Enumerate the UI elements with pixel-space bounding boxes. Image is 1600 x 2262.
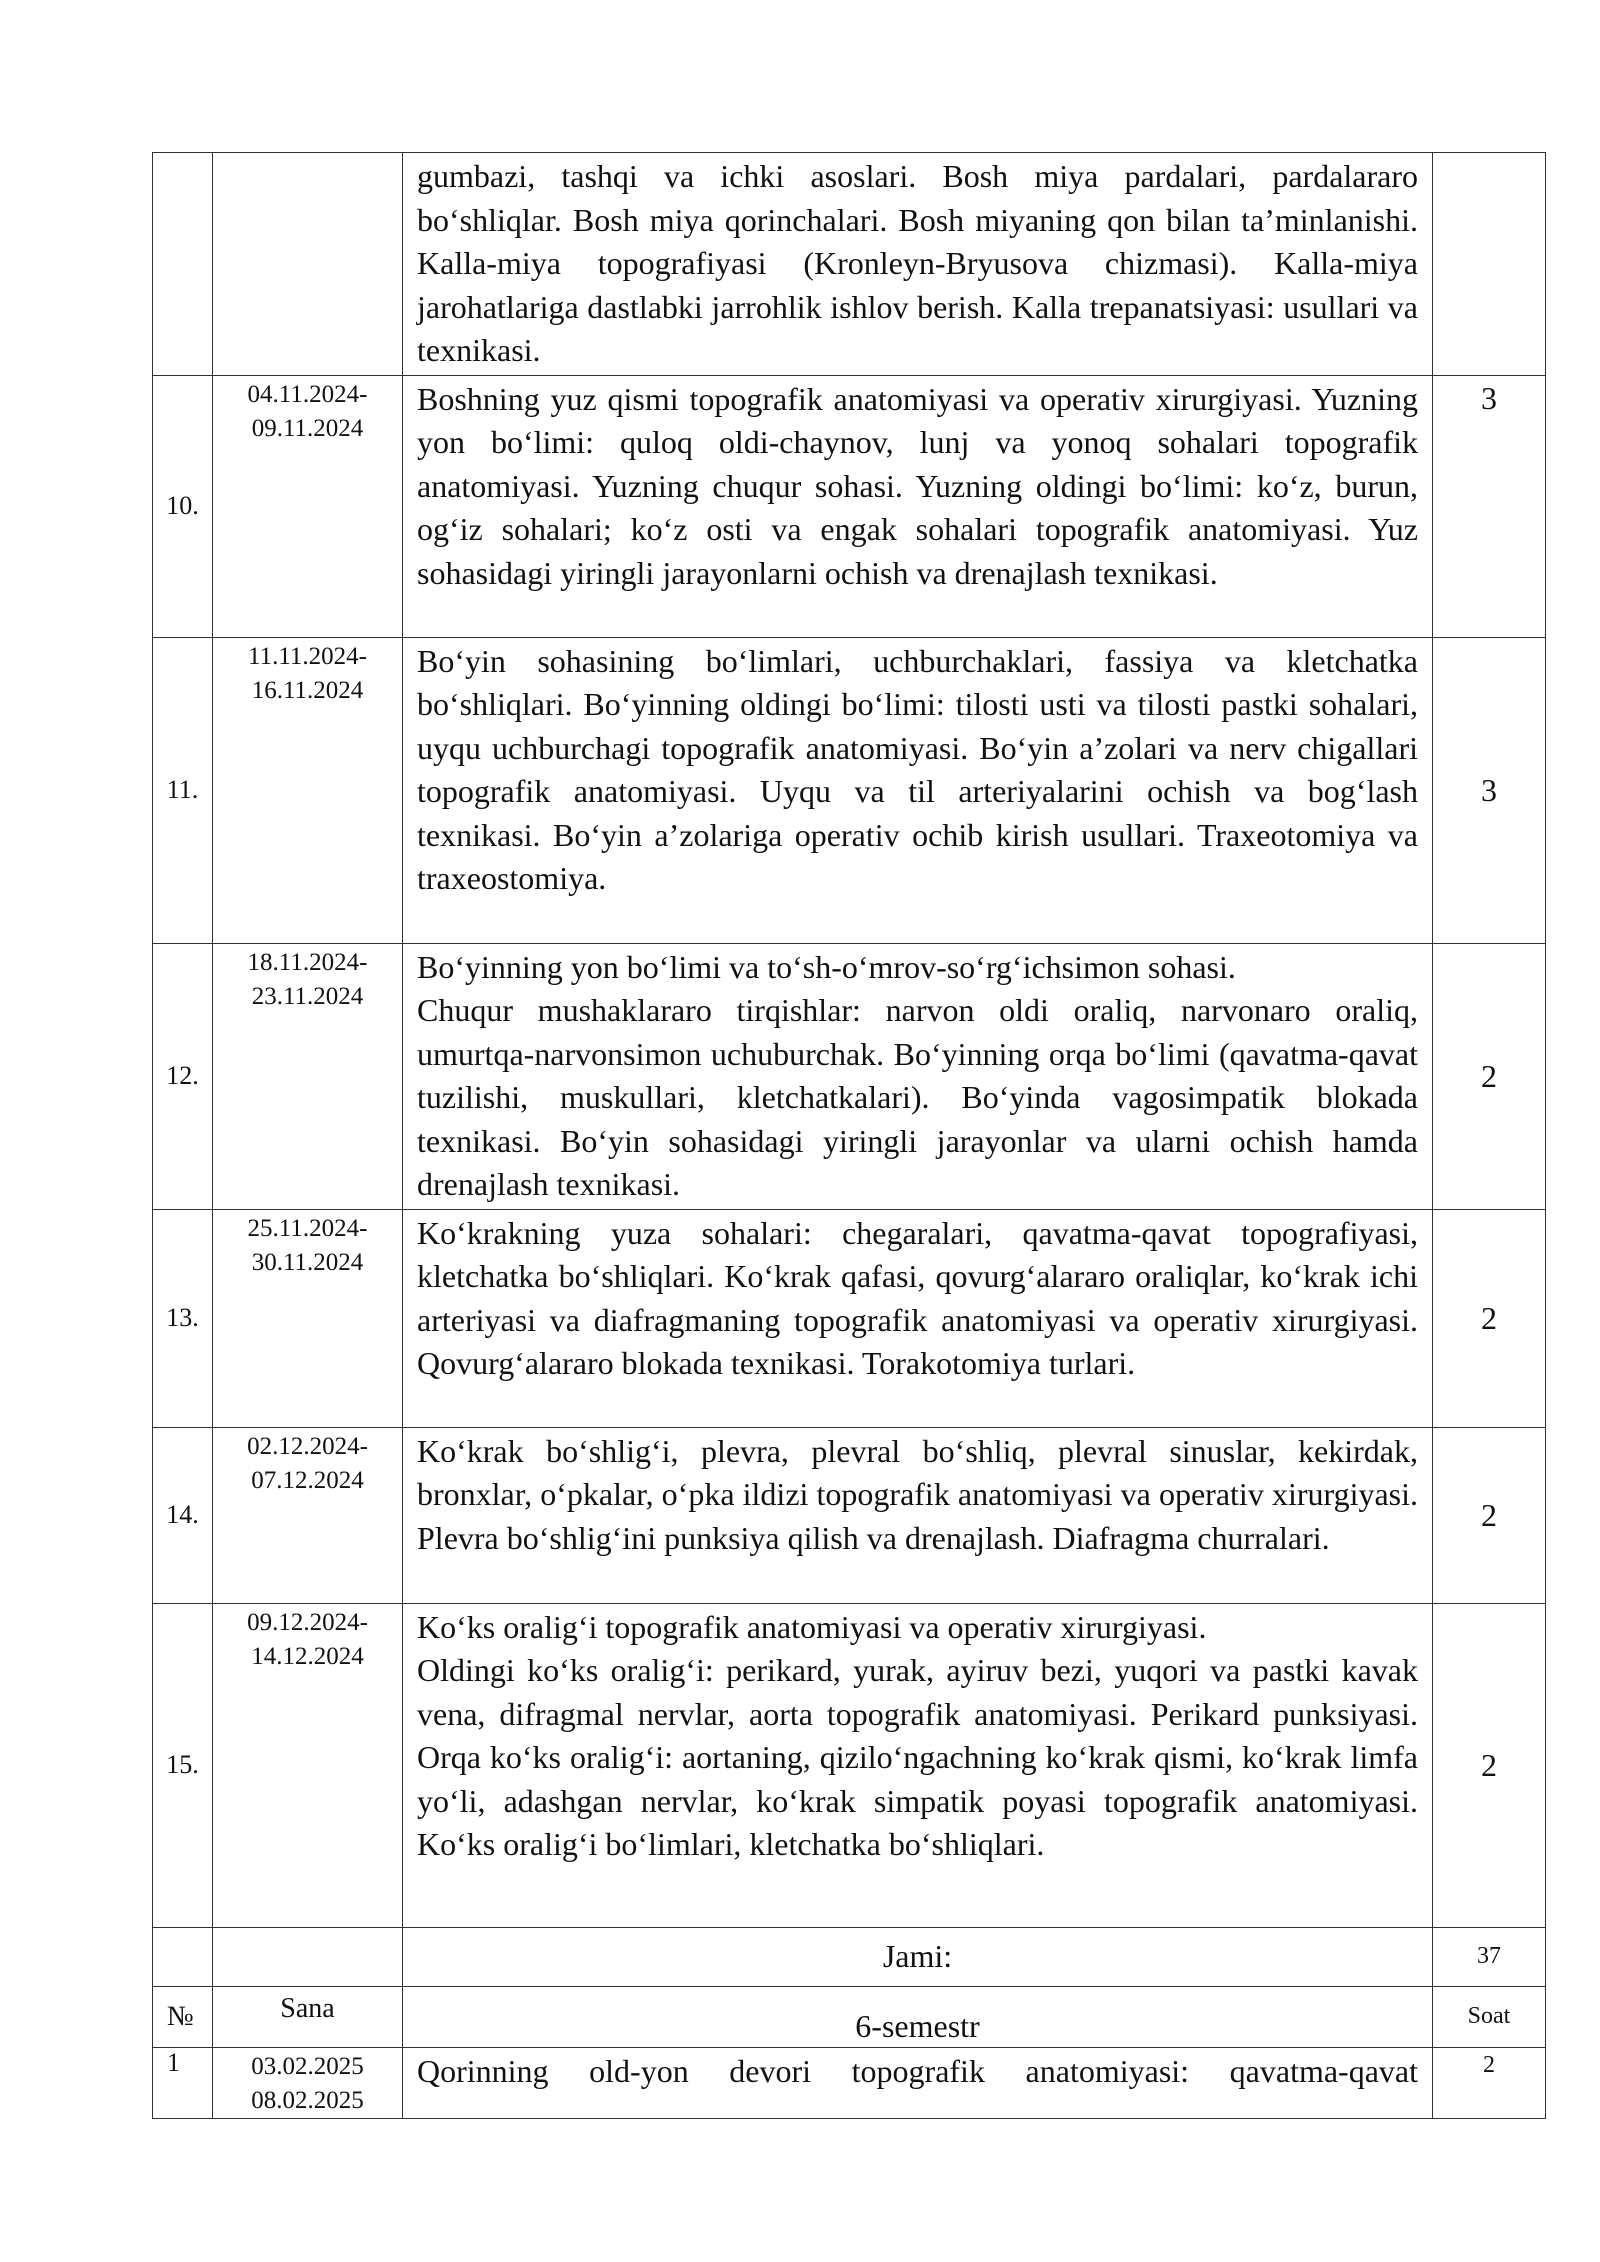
date-end: 30.11.2024 xyxy=(251,1248,364,1276)
table-row xyxy=(153,2047,1546,2118)
row-topic: gumbazi, tashqi va ichki asoslari. Bosh miya pardalari, pardalararo bo‘shliqlar. Bosh miya qorinchalari. Bosh miyaning qon bilan ta’minlanishi. Kalla-miya topografiyasi (Kronleyn-Bryusova chizmasi). Kalla-miya jarohatlariga dastlabki jarrohlik ishlov berish. Kalla trepanatsiyasi: usullari va texnikasi. xyxy=(403,153,1433,376)
row-date xyxy=(213,153,403,376)
row-number: 12. xyxy=(153,943,213,1209)
semester-header-row xyxy=(153,1986,1546,2047)
header-date: Sana xyxy=(213,1986,403,2047)
row-number xyxy=(153,153,213,376)
topic-lead-line: Bo‘yinning yon bo‘limi va to‘sh-o‘mrov-so‘rg‘ichsimon sohasi. xyxy=(417,948,1236,985)
row-hours: 2 xyxy=(1433,1209,1546,1427)
row-date xyxy=(213,1427,403,1603)
row-hours: 2 xyxy=(1433,1427,1546,1603)
row-topic xyxy=(403,1603,1433,1927)
row-topic: Ko‘krak bo‘shlig‘i, plevra, plevral bo‘shliq, plevral sinuslar, kekirdak, bronxlar, o‘pkalar, o‘pka ildizi topografik anatomiyasi va operativ xirurgiyasi. Plevra bo‘shlig‘ini punksiya qilish va drenajlash. Diafragma churralari. xyxy=(403,1427,1433,1603)
row-number: 1 xyxy=(153,2047,213,2118)
row-topic: Boshning yuz qismi topografik anatomiyasi va operativ xirurgiyasi. Yuzning yon bo‘limi: quloq oldi-chaynov, lunj va yonoq sohalari topografik anatomiyasi. Yuzning chuqur sohasi. Yuzning oldingi bo‘limi: ko‘z, burun, og‘iz sohalari; ko‘z osti va engak sohalari topografik anatomiyasi. Yuz sohasidagi yiringli jarayonlarni ochish va drenajlash texnikasi. xyxy=(403,375,1433,637)
date-start: 09.12.2024- xyxy=(247,1608,368,1636)
date-end: 16.11.2024 xyxy=(251,676,364,704)
header-hours: Soat xyxy=(1433,1986,1546,2047)
table-row xyxy=(153,943,1546,1209)
table-row xyxy=(153,1603,1546,1927)
row-topic: Ko‘krakning yuza sohalari: chegaralari, qavatma-qavat topografiyasi, kletchatka bo‘shliqlari. Ko‘krak qafasi, qovurg‘alararo oraliqlar, ko‘krak ichi arteriyasi va diafragmaning topografik anatomiyasi va operativ xirurgiyasi. Qovurg‘alararo blokada texnikasi. Torakotomiya turlari. xyxy=(403,1209,1433,1427)
date-end: 09.11.2024 xyxy=(251,414,364,442)
row-hours: 2 xyxy=(1433,943,1546,1209)
date-start: 04.11.2024- xyxy=(247,380,368,408)
row-hours: 3 xyxy=(1433,375,1546,637)
row-topic: Qorinning old-yon devori topografik anatomiyasi: qavatma-qavat xyxy=(403,2047,1433,2118)
date-start: 02.12.2024- xyxy=(247,1432,368,1460)
date-start: 18.11.2024- xyxy=(247,948,368,976)
table-row xyxy=(153,1427,1546,1603)
row-date xyxy=(213,1603,403,1927)
date-start: 11.11.2024- xyxy=(248,642,367,670)
row-number: 11. xyxy=(153,637,213,943)
row-number: 14. xyxy=(153,1427,213,1603)
empty-cell xyxy=(153,1927,213,1986)
table-row xyxy=(153,637,1546,943)
empty-cell xyxy=(213,1927,403,1986)
row-date xyxy=(213,2047,403,2118)
row-topic xyxy=(403,943,1433,1209)
row-topic: Bo‘yin sohasining bo‘limlari, uchburchaklari, fassiya va kletchatka bo‘shliqlari. Bo‘yinning oldingi bo‘limi: tilosti usti va tilosti pastki sohalari, uyqu uchburchagi topografik anatomiyasi. Bo‘yin a’zolari va nerv chigallari topografik anatomiyasi. Uyqu va til arteriyalarini ochish va bog‘lash texnikasi. Bo‘yin a’zolariga operativ ochib kirish usullari. Traxeotomiya va traxeostomiya. xyxy=(403,637,1433,943)
date-end: 08.02.2025 xyxy=(251,2086,364,2114)
topic-lead-line: Ko‘ks oralig‘i topografik anatomiyasi va operativ xirurgiyasi. xyxy=(417,1608,1207,1645)
row-number: 13. xyxy=(153,1209,213,1427)
date-start: 25.11.2024- xyxy=(247,1214,368,1242)
row-number: 15. xyxy=(153,1603,213,1927)
topic-body: Oldingi ko‘ks oralig‘i: perikard, yurak, ayiruv bezi, yuqori va pastki kavak vena, difragmal nervlar, aorta topografik anatomiyasi. Perikard punksiyasi. Orqa ko‘ks oralig‘i: aortaning, qizilo‘ngachning ko‘krak qismi, ko‘krak limfa yo‘li, adashgan nervlar, ko‘krak simpatik poyasi topografik anatomiyasi. Ko‘ks oralig‘i bo‘limlari, kletchatka bo‘shliqlari. xyxy=(417,1652,1418,1862)
total-value: 37 xyxy=(1433,1927,1546,1986)
table-row xyxy=(153,375,1546,637)
topic-body: Chuqur mushaklararo tirqishlar: narvon oldi oraliq, narvonaro oraliq, umurtqa-narvonsimon uchuburchak. Bo‘yinning orqa bo‘limi (qavatma-qavat tuzilishi, muskullari, kletchatkalari). Bo‘yinda vagosimpatik blokada texnikasi. Bo‘yin sohasidagi yiringli jarayonlar va ularni ochish hamda drenajlash texnikasi. xyxy=(417,992,1418,1202)
row-date xyxy=(213,637,403,943)
header-semester: 6-semestr xyxy=(403,1986,1433,2047)
row-hours: 2 xyxy=(1433,2047,1546,2118)
row-hours xyxy=(1433,153,1546,376)
date-end: 14.12.2024 xyxy=(251,1642,364,1670)
date-start: 03.02.2025 xyxy=(251,2052,364,2080)
row-hours: 2 xyxy=(1433,1603,1546,1927)
table-row xyxy=(153,1209,1546,1427)
row-date xyxy=(213,375,403,637)
row-date xyxy=(213,943,403,1209)
date-end: 23.11.2024 xyxy=(251,982,364,1010)
row-number: 10. xyxy=(153,375,213,637)
table-row xyxy=(153,153,1546,376)
row-hours: 3 xyxy=(1433,637,1546,943)
date-end: 07.12.2024 xyxy=(251,1466,364,1494)
total-label: Jami: xyxy=(403,1927,1433,1986)
curriculum-table xyxy=(152,152,1546,2119)
total-row xyxy=(153,1927,1546,1986)
header-number: № xyxy=(153,1986,213,2047)
row-date xyxy=(213,1209,403,1427)
